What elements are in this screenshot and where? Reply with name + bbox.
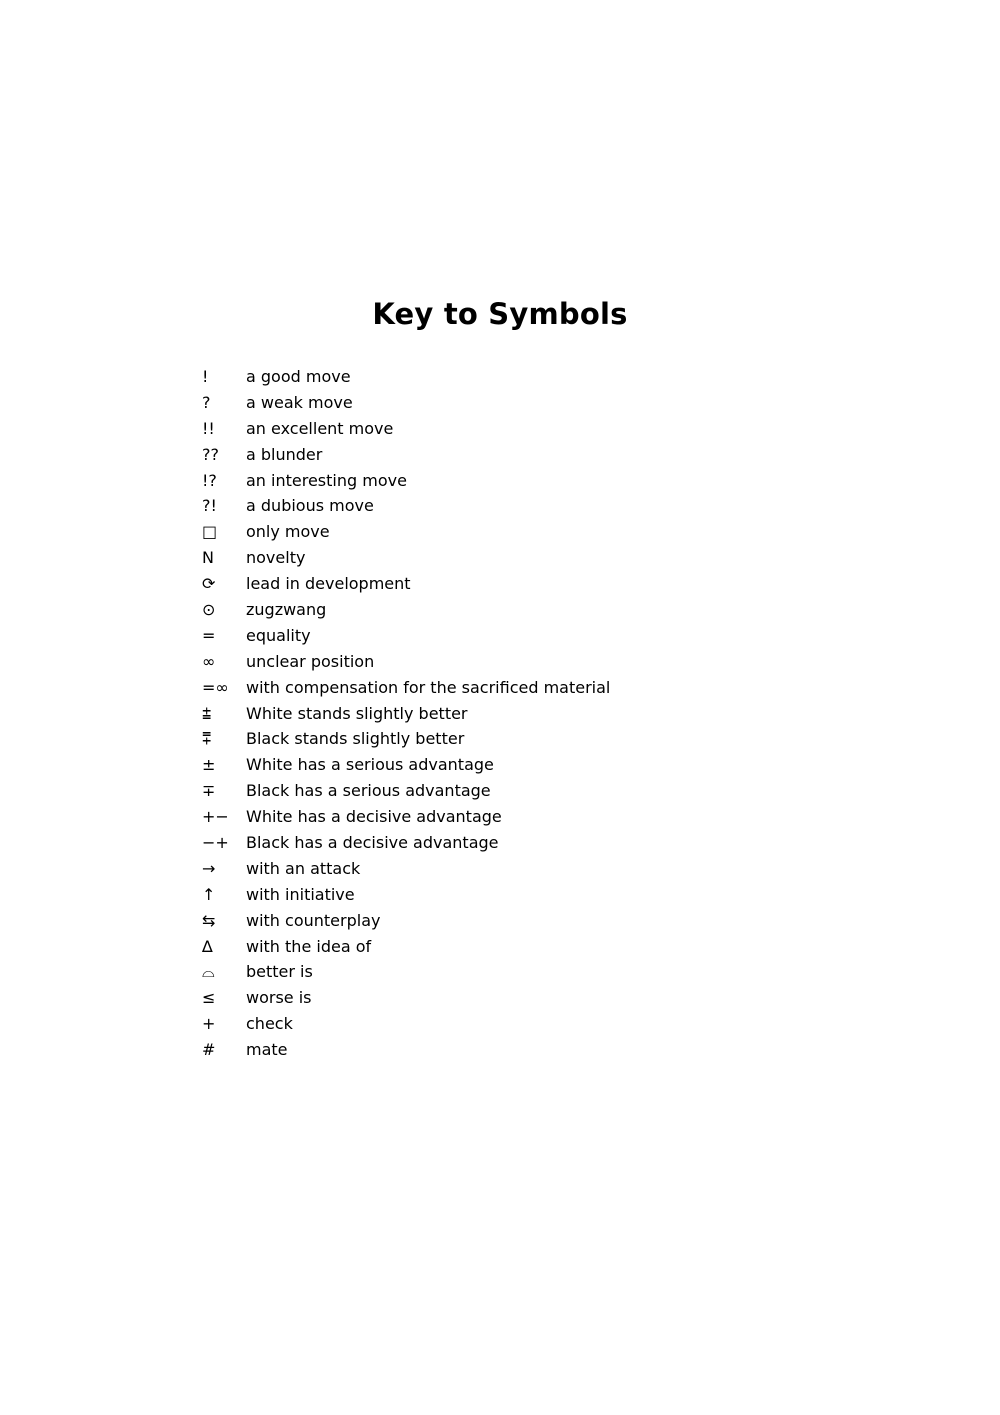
symbol-glyph: → bbox=[202, 858, 216, 878]
symbol-glyph: !! bbox=[202, 418, 215, 438]
symbol-row-novelty bbox=[202, 545, 610, 571]
symbol-description: an excellent move bbox=[246, 418, 394, 438]
symbol-row-weak-move bbox=[202, 390, 610, 416]
symbol-glyph: −+ bbox=[202, 832, 229, 852]
symbol-description: White has a decisive advantage bbox=[246, 807, 502, 827]
symbol-description: an interesting move bbox=[246, 470, 407, 490]
symbol-description: only move bbox=[246, 522, 330, 542]
symbol-row-mate bbox=[202, 1037, 610, 1063]
symbol-description: a weak move bbox=[246, 392, 353, 412]
symbol-row-counterplay bbox=[202, 908, 610, 934]
symbol-row-worse-is bbox=[202, 985, 610, 1011]
symbol-glyph: ⩱ bbox=[202, 729, 212, 749]
symbol-glyph: ?! bbox=[202, 496, 217, 516]
symbol-description: with the idea of bbox=[246, 936, 372, 956]
symbol-glyph: + bbox=[202, 1014, 216, 1034]
symbol-description: worse is bbox=[246, 988, 312, 1008]
symbol-row-attack bbox=[202, 856, 610, 882]
symbol-row-good-move bbox=[202, 364, 610, 390]
symbol-description: with counterplay bbox=[246, 910, 381, 930]
symbol-glyph: ± bbox=[202, 755, 216, 775]
symbol-description: equality bbox=[246, 625, 311, 645]
symbol-glyph: ≤ bbox=[202, 988, 216, 1008]
symbol-description: with an attack bbox=[246, 858, 361, 878]
symbol-description: zugzwang bbox=[246, 599, 327, 619]
symbol-glyph: N bbox=[202, 548, 214, 568]
page-title: Key to Symbols bbox=[372, 297, 628, 331]
symbol-glyph: ! bbox=[202, 366, 209, 386]
symbol-description: with compensation for the sacrificed material bbox=[246, 677, 611, 697]
symbol-description: with initiative bbox=[246, 884, 355, 904]
symbol-glyph: ⊙ bbox=[202, 599, 216, 619]
symbol-description: unclear position bbox=[246, 651, 375, 671]
symbol-description: mate bbox=[246, 1040, 288, 1060]
symbol-glyph: ⟳ bbox=[202, 574, 216, 594]
symbol-description: lead in development bbox=[246, 574, 411, 594]
symbol-row-black-serious-advantage bbox=[202, 778, 610, 804]
symbol-row-blunder bbox=[202, 442, 610, 468]
symbol-glyph: ⌓ bbox=[202, 962, 215, 982]
symbol-row-development bbox=[202, 571, 610, 597]
symbol-row-zugzwang bbox=[202, 597, 610, 623]
symbol-list bbox=[202, 364, 610, 1063]
symbol-glyph: +− bbox=[202, 807, 229, 827]
symbol-row-white-decisive-advantage bbox=[202, 804, 610, 830]
symbol-description: White stands slightly better bbox=[246, 703, 468, 723]
symbol-glyph: = bbox=[202, 625, 216, 645]
symbol-glyph: ∞ bbox=[202, 651, 216, 671]
symbol-description: Black has a serious advantage bbox=[246, 781, 491, 801]
symbol-glyph: ⇆ bbox=[202, 910, 216, 930]
symbol-description: Black stands slightly better bbox=[246, 729, 465, 749]
symbol-row-only-move bbox=[202, 519, 610, 545]
symbol-glyph: □ bbox=[202, 522, 218, 542]
symbol-glyph: !? bbox=[202, 470, 217, 490]
symbol-row-compensation bbox=[202, 675, 610, 701]
symbol-description: White has a serious advantage bbox=[246, 755, 494, 775]
symbol-glyph: ↑ bbox=[202, 884, 216, 904]
symbol-row-idea-of bbox=[202, 934, 610, 960]
symbol-glyph: =∞ bbox=[202, 677, 229, 697]
symbol-row-excellent-move bbox=[202, 416, 610, 442]
symbol-glyph: ?? bbox=[202, 444, 219, 464]
symbol-row-better-is bbox=[202, 959, 610, 985]
symbol-description: Black has a decisive advantage bbox=[246, 832, 499, 852]
symbol-row-white-slightly-better bbox=[202, 701, 610, 727]
symbol-row-initiative bbox=[202, 882, 610, 908]
symbol-glyph: ∓ bbox=[202, 781, 216, 801]
symbol-glyph: # bbox=[202, 1040, 216, 1060]
symbol-glyph: ∆ bbox=[202, 936, 213, 956]
symbol-description: a dubious move bbox=[246, 496, 374, 516]
symbol-row-check bbox=[202, 1011, 610, 1037]
symbol-row-black-decisive-advantage bbox=[202, 830, 610, 856]
symbol-description: novelty bbox=[246, 548, 306, 568]
symbol-row-black-slightly-better bbox=[202, 726, 610, 752]
symbol-description: better is bbox=[246, 962, 313, 982]
symbol-row-equality bbox=[202, 623, 610, 649]
symbol-row-unclear bbox=[202, 649, 610, 675]
symbol-glyph: ? bbox=[202, 392, 211, 412]
symbol-description: a good move bbox=[246, 366, 351, 386]
symbol-description: check bbox=[246, 1014, 293, 1034]
symbol-description: a blunder bbox=[246, 444, 323, 464]
symbol-row-white-serious-advantage bbox=[202, 752, 610, 778]
symbol-row-interesting-move bbox=[202, 468, 610, 494]
symbol-row-dubious-move bbox=[202, 493, 610, 519]
symbol-glyph: ⩲ bbox=[202, 703, 212, 723]
